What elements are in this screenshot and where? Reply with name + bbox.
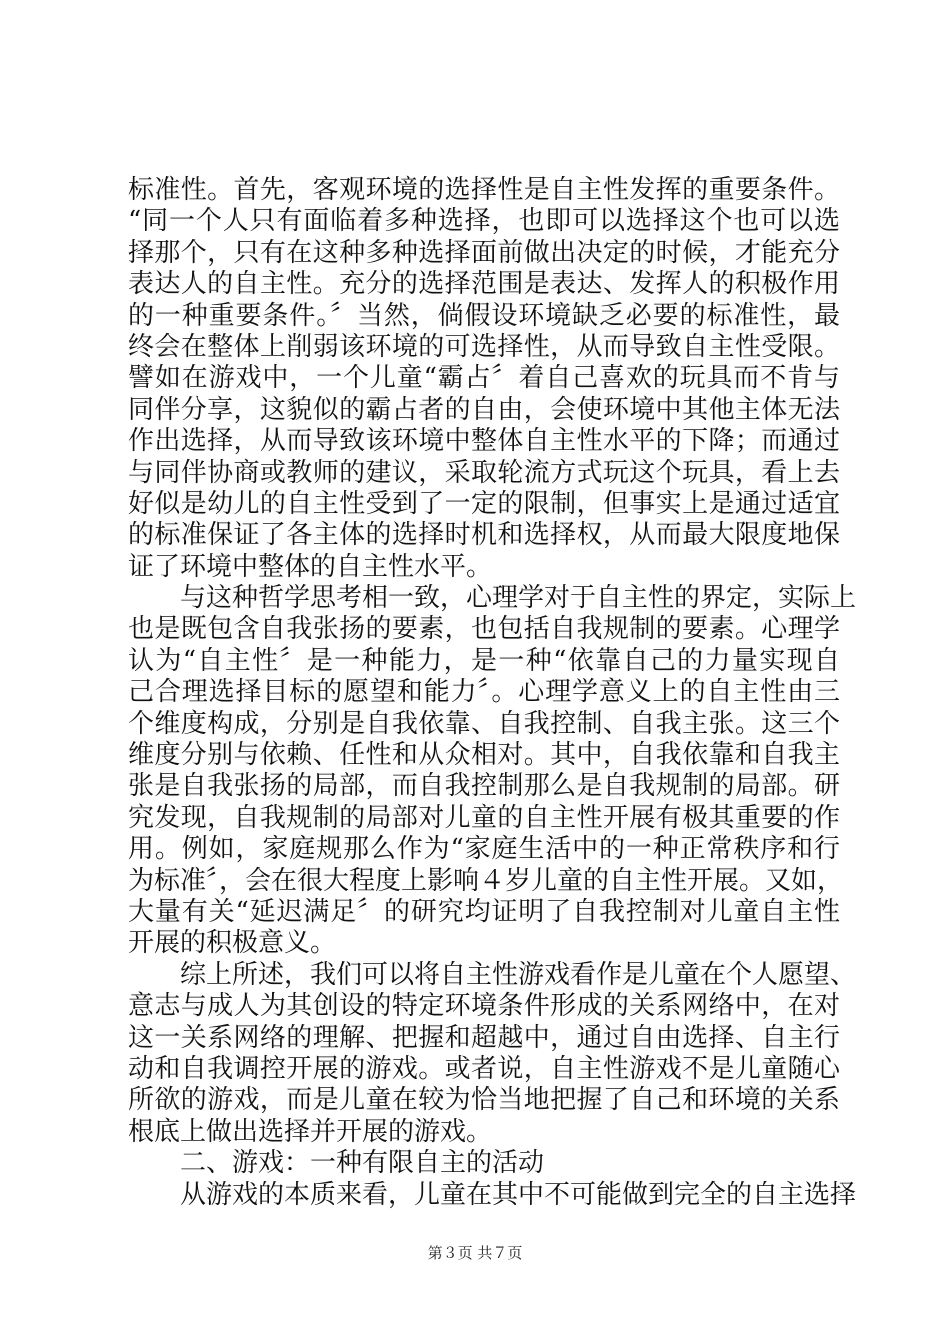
text-line: 的标准保证了各主体的选择时机和选择权，从而最大限度地保 [128,520,840,551]
text-line: 好似是幼儿的自主性受到了一定的限制，但事实上是通过适宜 [128,488,840,519]
text-line: 维度分别与依赖、任性和从众相对。其中，自我依靠和自我主 [128,740,840,771]
text-line: 终会在整体上削弱该环境的可选择性，从而导致自主性受限。 [128,331,840,362]
text-line: 意志与成人为其创设的特定环境条件形成的关系网络中，在对 [128,991,840,1022]
text-line: 根底上做出选择并开展的游戏。 [128,1116,493,1147]
text-line: 表达人的自主性。充分的选择范围是表达、发挥人的积极作用 [128,269,840,300]
text-line: “同一个人只有面临着多种选择，也即可以选择这个也可以选 [128,206,840,237]
text-line: 作出选择，从而导致该环境中整体自主性水平的下降；而通过 [128,426,840,457]
section-heading: 二、游戏：一种有限自主的活动 [180,1148,545,1179]
text-line: 择那个，只有在这种多种选择面前做出决定的时候，才能充分 [128,237,840,268]
text-line: 证了环境中整体的自主性水平。 [128,551,493,582]
text-line: 大量有关“延迟满足〞的研究均证明了自我控制对儿童自主性 [128,896,840,927]
text-line: 譬如在游戏中，一个儿童“霸占〞着自己喜欢的玩具而不肯与 [128,363,840,394]
body-text [128,175,857,1211]
text-line: 同伴分享，这貌似的霸占者的自由，会使环境中其他主体无法 [128,394,840,425]
text-line: 张是自我张扬的局部，而自我控制那么是自我规制的局部。研 [128,771,840,802]
text-line: 这一关系网络的理解、把握和超越中，通过自由选择、自主行 [128,1022,840,1053]
text-line: 与同伴协商或教师的建议，采取轮流方式玩这个玩具，看上去 [128,457,840,488]
text-line: 认为“自主性〞是一种能力，是一种“依靠自己的力量实现自 [128,645,840,676]
text-line: 开展的积极意义。 [128,928,337,959]
text-line: 综上所述，我们可以将自主性游戏看作是儿童在个人愿望、 [180,959,857,990]
text-line: 标准性。首先，客观环境的选择性是自主性发挥的重要条件。 [128,175,840,205]
text-line: 己合理选择目标的愿望和能力〞。心理学意义上的自主性由三 [128,677,840,708]
text-line: 也是既包含自我张扬的要素，也包括自我规制的要素。心理学 [128,614,840,645]
text-line: 与这种哲学思考相一致，心理学对于自主性的界定，实际上 [180,583,857,614]
text-line: 的一种重要条件。〞当然，倘假设环境缺乏必要的标准性，最 [128,300,840,331]
page-number: 第３页 共７页 [427,1244,523,1262]
text-line: 究发现，自我规制的局部对儿童的自主性开展有极其重要的作 [128,802,840,833]
text-line: 为标准〞，会在很大程度上影响４岁儿童的自主性开展。又如， [128,865,844,896]
page-footer [0,1243,950,1263]
text-line: 动和自我调控开展的游戏。或者说，自主性游戏不是儿童随心 [128,1053,840,1084]
text-line: 从游戏的本质来看，儿童在其中不可能做到完全的自主选择 [180,1179,857,1210]
text-line: 所欲的游戏，而是儿童在较为恰当地把握了自己和环境的关系 [128,1085,840,1116]
text-line: 用。例如，家庭规那么作为“家庭生活中的一种正常秩序和行 [128,834,840,865]
text-line: 个维度构成，分别是自我依靠、自我控制、自我主张。这三个 [128,708,840,739]
